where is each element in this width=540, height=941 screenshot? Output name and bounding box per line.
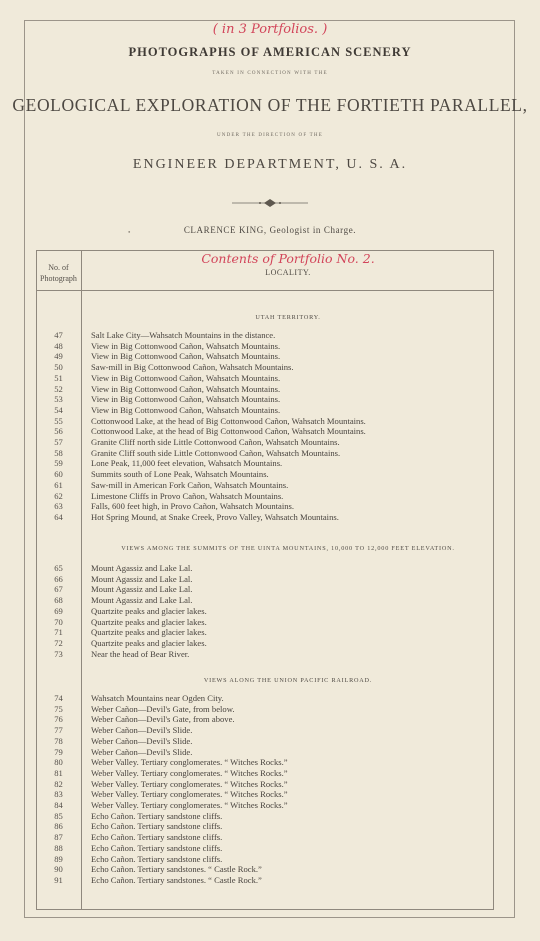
col-no-line1: No. of: [48, 263, 69, 272]
locality-text: Weber Cañon—Devil's Slide.: [91, 735, 193, 746]
photo-number: 60: [54, 469, 63, 480]
portfolio-note: ( in 3 Portfolios. ): [212, 22, 328, 37]
photo-number: 52: [54, 383, 63, 394]
locality-text: Echo Cañon. Tertiary sandstones. “ Castle Rock.”: [91, 864, 262, 875]
locality-text: Cottonwood Lake, at the head of Big Cottonwood Cañon, Wahsatch Mountains.: [91, 426, 366, 437]
table-row: [36, 416, 494, 427]
table-row: [36, 854, 494, 865]
table-row: [36, 394, 494, 405]
locality-text: View in Big Cottonwood Cañon, Wahsatch Mountains.: [91, 340, 281, 351]
locality-text: Lone Peak, 11,000 feet elevation, Wahsatch Mountains.: [91, 458, 283, 469]
photo-number: 83: [54, 789, 63, 800]
photo-number: 63: [54, 501, 63, 512]
locality-text: Echo Cañon. Tertiary sandstones. “ Castle Rock.”: [91, 874, 262, 885]
locality-text: Weber Valley. Tertiary conglomerates. “ Witches Rocks.”: [91, 757, 288, 768]
photo-number: 61: [54, 479, 63, 490]
photo-number: 66: [54, 573, 63, 584]
table-row: [36, 330, 494, 341]
photo-number: 47: [54, 330, 63, 340]
photo-number: 77: [54, 725, 63, 736]
locality-text: Weber Valley. Tertiary conglomerates. “ Witches Rocks.”: [91, 789, 288, 800]
table-row: [36, 747, 494, 758]
locality-text: Weber Cañon—Devil's Gate, from below.: [91, 703, 235, 714]
locality-text: Hot Spring Mound, at Snake Creek, Provo Valley, Wahsatch Mountains.: [91, 511, 339, 522]
locality-text: Granite Cliff north side Little Cottonwood Cañon, Wahsatch Mountains.: [91, 437, 340, 447]
photo-number: 78: [54, 735, 63, 746]
table-row: [36, 469, 494, 480]
table-row: [36, 736, 494, 747]
photo-number: 81: [54, 767, 63, 778]
table-row: [36, 341, 494, 352]
table-row: [36, 843, 494, 854]
locality-text: Summits south of Lone Peak, Wahsatch Mountains.: [91, 469, 269, 480]
photo-number: 71: [54, 627, 63, 638]
photo-number: 54: [54, 404, 63, 415]
table-row: [36, 606, 494, 617]
locality-text: Weber Valley. Tertiary conglomerates. “ Witches Rocks.”: [91, 800, 288, 810]
locality-text: Limestone Cliffs in Provo Cañon, Wahsatch Mountains.: [91, 490, 284, 501]
col-no-line2: Photograph: [40, 274, 77, 283]
table-row: [36, 875, 494, 886]
locality-text: View in Big Cottonwood Cañon, Wahsatch Mountains.: [91, 383, 281, 394]
section-heading: VIEWS AMONG THE SUMMITS OF THE UINTA MOUNTAINS, 10,000 TO 12,000 FEET ELEVATION.: [121, 545, 455, 552]
photo-number: 89: [54, 853, 63, 864]
table-row: [36, 512, 494, 523]
locality-text: View in Big Cottonwood Cañon, Wahsatch Mountains.: [91, 351, 281, 362]
locality-text: Quartzite peaks and glacier lakes.: [91, 637, 207, 648]
photo-number: 76: [54, 714, 63, 725]
locality-text: Quartzite peaks and glacier lakes.: [91, 605, 207, 616]
table-row: [36, 704, 494, 715]
photo-number: 79: [54, 746, 63, 757]
photo-number: 64: [54, 511, 63, 522]
table-row: [36, 864, 494, 875]
table-row: [36, 693, 494, 704]
table-row: [36, 779, 494, 790]
photo-number: 72: [54, 637, 63, 648]
photo-number: 48: [54, 340, 63, 351]
table-row: [36, 649, 494, 660]
table-row: [36, 491, 494, 502]
table-row: [36, 714, 494, 725]
locality-text: Weber Valley. Tertiary conglomerates. “ Witches Rocks.”: [91, 767, 288, 778]
locality-text: Quartzite peaks and glacier lakes.: [91, 627, 207, 638]
locality-text: Echo Cañon. Tertiary sandstone cliffs.: [91, 853, 223, 864]
ornament-rule: [232, 196, 308, 214]
photo-number: 67: [54, 584, 63, 595]
section-heading: VIEWS ALONG THE UNION PACIFIC RAILROAD.: [203, 677, 373, 684]
table-row: [36, 405, 494, 416]
locality-text: Mount Agassiz and Lake Lal.: [91, 584, 193, 595]
locality-text: Echo Cañon. Tertiary sandstone cliffs.: [91, 842, 223, 853]
main-title: GEOLOGICAL EXPLORATION OF THE FORTIETH PARALLEL,: [12, 95, 528, 115]
photo-number: 86: [54, 821, 63, 832]
photo-number: 59: [54, 458, 63, 469]
photo-number: 85: [54, 810, 63, 821]
photo-number: 49: [54, 351, 63, 362]
photo-number: 87: [54, 832, 63, 843]
locality-text: Weber Cañon—Devil's Gate, from above.: [91, 714, 235, 725]
photo-number: 88: [54, 842, 63, 853]
table-row: [36, 617, 494, 628]
table-row: [36, 638, 494, 649]
table-row: [36, 768, 494, 779]
table-row: [36, 821, 494, 832]
table-row: [36, 757, 494, 768]
locality-text: View in Big Cottonwood Cañon, Wahsatch Mountains.: [91, 394, 281, 405]
photo-number: 58: [54, 447, 63, 458]
photo-number: 84: [54, 800, 63, 810]
geologist: CLARENCE KING, Geologist in Charge.: [183, 225, 357, 235]
table-row: [36, 800, 494, 811]
photo-number: 91: [54, 874, 63, 885]
taken-line: TAKEN IN CONNECTION WITH THE: [212, 71, 328, 76]
header-rule: [36, 290, 494, 291]
locality-text: Mount Agassiz and Lake Lal.: [91, 573, 193, 584]
table-row: [36, 725, 494, 736]
locality-text: Granite Cliff south side Little Cottonwood Cañon, Wahsatch Mountains.: [91, 447, 341, 458]
table-row: [36, 811, 494, 822]
photo-number: 57: [54, 437, 63, 447]
locality-text: Echo Cañon. Tertiary sandstone cliffs.: [91, 821, 223, 832]
table-row: [36, 574, 494, 585]
table-row: [36, 448, 494, 459]
photo-number: 50: [54, 362, 63, 373]
table-row: [36, 373, 494, 384]
title: PHOTOGRAPHS OF AMERICAN SCENERY: [128, 45, 412, 59]
table-row: [36, 384, 494, 395]
photo-number: 73: [54, 648, 63, 659]
locality-text: Salt Lake City—Wahsatch Mountains in the distance.: [91, 330, 276, 340]
table-row: [36, 627, 494, 638]
table-row: [36, 584, 494, 595]
photo-number: 80: [54, 757, 63, 768]
locality-text: Echo Cañon. Tertiary sandstone cliffs.: [91, 810, 223, 821]
locality-text: Weber Cañon—Devil's Slide.: [91, 746, 193, 757]
locality-text: Mount Agassiz and Lake Lal.: [91, 563, 193, 573]
table-row: [36, 362, 494, 373]
department: ENGINEER DEPARTMENT, U. S. A.: [132, 157, 408, 172]
section-heading: UTAH TERRITORY.: [255, 314, 321, 321]
locality-text: Weber Valley. Tertiary conglomerates. “ Witches Rocks.”: [91, 778, 288, 789]
table-row: [36, 437, 494, 448]
table-row: [36, 426, 494, 437]
photo-number: 51: [54, 372, 63, 383]
photo-number: 90: [54, 864, 63, 875]
locality-text: Near the head of Bear River.: [91, 648, 190, 659]
locality-text: Cottonwood Lake, at the head of Big Cottonwood Cañon, Wahsatch Mountains.: [91, 415, 366, 426]
locality-text: View in Big Cottonwood Cañon, Wahsatch Mountains.: [91, 372, 281, 383]
table-row: [36, 789, 494, 800]
photo-number: 65: [54, 563, 63, 573]
photo-number: 82: [54, 778, 63, 789]
locality-text: Quartzite peaks and glacier lakes.: [91, 616, 207, 627]
table-row: [36, 480, 494, 491]
col-no-header: [36, 262, 81, 284]
table-row: [36, 595, 494, 606]
photo-number: 74: [54, 693, 63, 703]
photo-number: 62: [54, 490, 63, 501]
table-row: [36, 351, 494, 362]
contents-title: Contents of Portfolio No. 2.: [201, 251, 375, 266]
locality-text: Echo Cañon. Tertiary sandstone cliffs.: [91, 832, 223, 843]
photo-number: 68: [54, 595, 63, 606]
table-row: [36, 501, 494, 512]
ornament-dot: ●: [128, 229, 131, 234]
locality-text: Mount Agassiz and Lake Lal.: [91, 595, 193, 606]
photo-number: 53: [54, 394, 63, 405]
locality-text: Falls, 600 feet high, in Provo Cañon, Wahsatch Mountains.: [91, 501, 294, 512]
photo-number: 55: [54, 415, 63, 426]
photo-number: 75: [54, 703, 63, 714]
table-row: [36, 563, 494, 574]
col-locality-header: LOCALITY.: [265, 268, 311, 277]
photo-number: 69: [54, 605, 63, 616]
table-row: [36, 832, 494, 843]
locality-text: View in Big Cottonwood Cañon, Wahsatch Mountains.: [91, 404, 281, 415]
locality-text: Weber Cañon—Devil's Slide.: [91, 725, 193, 736]
table-row: [36, 458, 494, 469]
locality-text: Wahsatch Mountains near Ogden City.: [91, 693, 224, 703]
under-line: UNDER THE DIRECTION OF THE: [216, 133, 323, 138]
locality-text: Saw-mill in American Fork Cañon, Wahsatch Mountains.: [91, 479, 289, 490]
photo-number: 56: [54, 426, 63, 437]
photo-number: 70: [54, 616, 63, 627]
locality-text: Saw-mill in Big Cottonwood Cañon, Wahsatch Mountains.: [91, 362, 294, 373]
